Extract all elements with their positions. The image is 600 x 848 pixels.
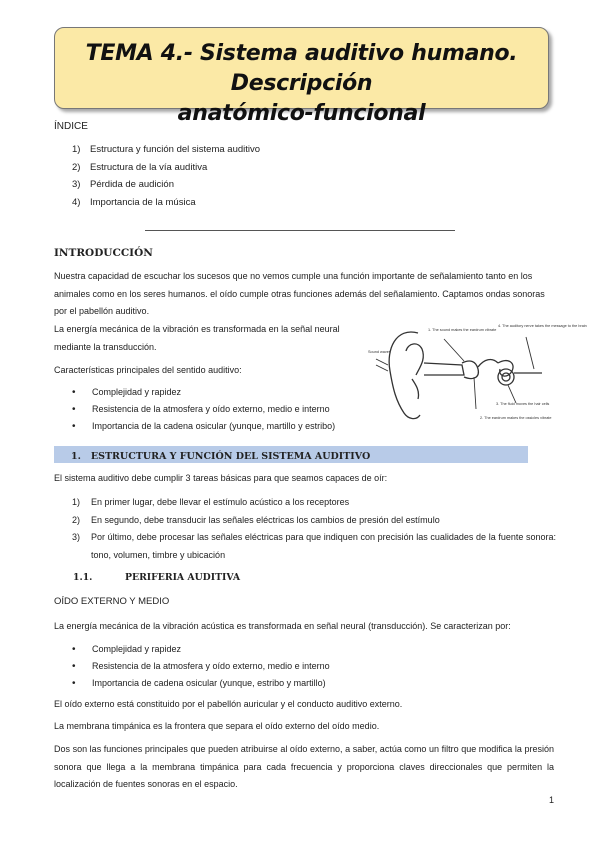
section-heading: 1. ESTRUCTURA Y FUNCIÓN DEL SISTEMA AUDITIVO bbox=[71, 451, 371, 462]
figure-label: 3. The fluid moves the hair cells bbox=[496, 402, 550, 406]
intro-paragraph-1: Nuestra capacidad de escuchar los sucesos que no vemos cumple una función importante de señalamiento tanto en los animales como en los seres humanos. el oído cumple otras funciones además del señalamiento. Captamos ondas sonoras por el pabellón auditivo. bbox=[54, 271, 545, 316]
subsection-paragraph-1: La energía mecánica de la vibración acústica es transformada en señal neural (transducción). Se caracterizan por: bbox=[54, 621, 511, 631]
index-item: 1) Estructura y función del sistema auditivo bbox=[72, 144, 261, 155]
index-item: 4) Importancia de la música bbox=[72, 196, 196, 208]
index-label: ÍNDICE bbox=[54, 121, 88, 132]
subsection-bullet-list bbox=[72, 641, 330, 692]
list-item: 2) En segundo, debe transducir las señales eléctricas los cambios de presión del estímulo bbox=[72, 514, 440, 525]
section-intro: El sistema auditivo debe cumplir 3 tareas básicas para que seamos capaces de oír: bbox=[54, 473, 388, 483]
figure-label: 2. The eardrum makes the ossicles vibrate bbox=[480, 416, 552, 420]
title-box bbox=[54, 27, 549, 126]
list-item: • Resistencia de la atmosfera y oído externo, medio e interno bbox=[72, 404, 330, 415]
subsection-paragraph-4: Dos son las funciones principales que pueden atribuirse al oído externo, a saber, actúa como un filtro que modifica la presión sonora que llega a la membrana timpánica para cada frecuencia y proporciona claves direccionales que permiten la localización de fuentes sonoras en el espacio. bbox=[54, 744, 554, 789]
list-item: • Importancia de la cadena osicular (yunque, martillo y estribo) bbox=[72, 421, 336, 432]
figure-label: 4. The auditory nerve takes the message to the brain bbox=[498, 324, 587, 328]
index-item: 3) Pérdida de audición bbox=[72, 179, 174, 190]
intro-heading: INTRODUCCIÓN bbox=[54, 247, 153, 259]
list-item: • Resistencia de la atmosfera y oído externo, medio e interno bbox=[72, 661, 330, 672]
intro-paragraph-2: La energía mecánica de la vibración es transformada en la señal neural mediante la transducción. bbox=[54, 324, 340, 352]
list-item: 3) Por último, debe procesar las señales eléctricas para que indiquen con precisión las cualidades de la fuente sonora: tono, volumen, timbre y ubicación bbox=[72, 532, 556, 560]
section-heading-bar bbox=[54, 446, 528, 463]
index-list bbox=[72, 144, 260, 214]
subsection-paragraph-2: El oído externo está constituido por el pabellón auricular y el conducto auditivo externo. bbox=[54, 699, 403, 709]
page-number: 1 bbox=[549, 795, 555, 805]
intro-bullet-list bbox=[72, 384, 335, 435]
list-item: • Importancia de cadena osicular (yunque, estribo y martillo) bbox=[72, 678, 326, 689]
list-item: • Complejidad y rapidez bbox=[72, 387, 182, 398]
figure-label: Sound waves bbox=[368, 350, 391, 354]
page-title-line2: anatómico-funcional bbox=[177, 101, 426, 126]
index-item: 2) Estructura de la vía auditiva bbox=[72, 161, 208, 173]
page-title-line1: TEMA 4.- Sistema auditivo humano. Descripción bbox=[85, 41, 518, 96]
intro-paragraph-3: Características principales del sentido auditivo: bbox=[54, 365, 242, 375]
figure-label: 1. The sound makes the eardrum vibrate bbox=[428, 328, 497, 332]
list-item: 1) En primer lugar, debe llevar el estímulo acústico a los receptores bbox=[72, 497, 350, 507]
task-list bbox=[72, 494, 556, 564]
subsection-heading: 1.1. PERIFERIA AUDITIVA bbox=[73, 572, 241, 583]
subsection-paragraph-3: La membrana timpánica es la frontera que separa el oído externo del oído medio. bbox=[54, 721, 380, 731]
divider bbox=[145, 230, 455, 231]
subsection-label: OÍDO EXTERNO Y MEDIO bbox=[54, 596, 170, 607]
list-item: • Complejidad y rapidez bbox=[72, 644, 182, 655]
ear-diagram bbox=[366, 319, 587, 427]
